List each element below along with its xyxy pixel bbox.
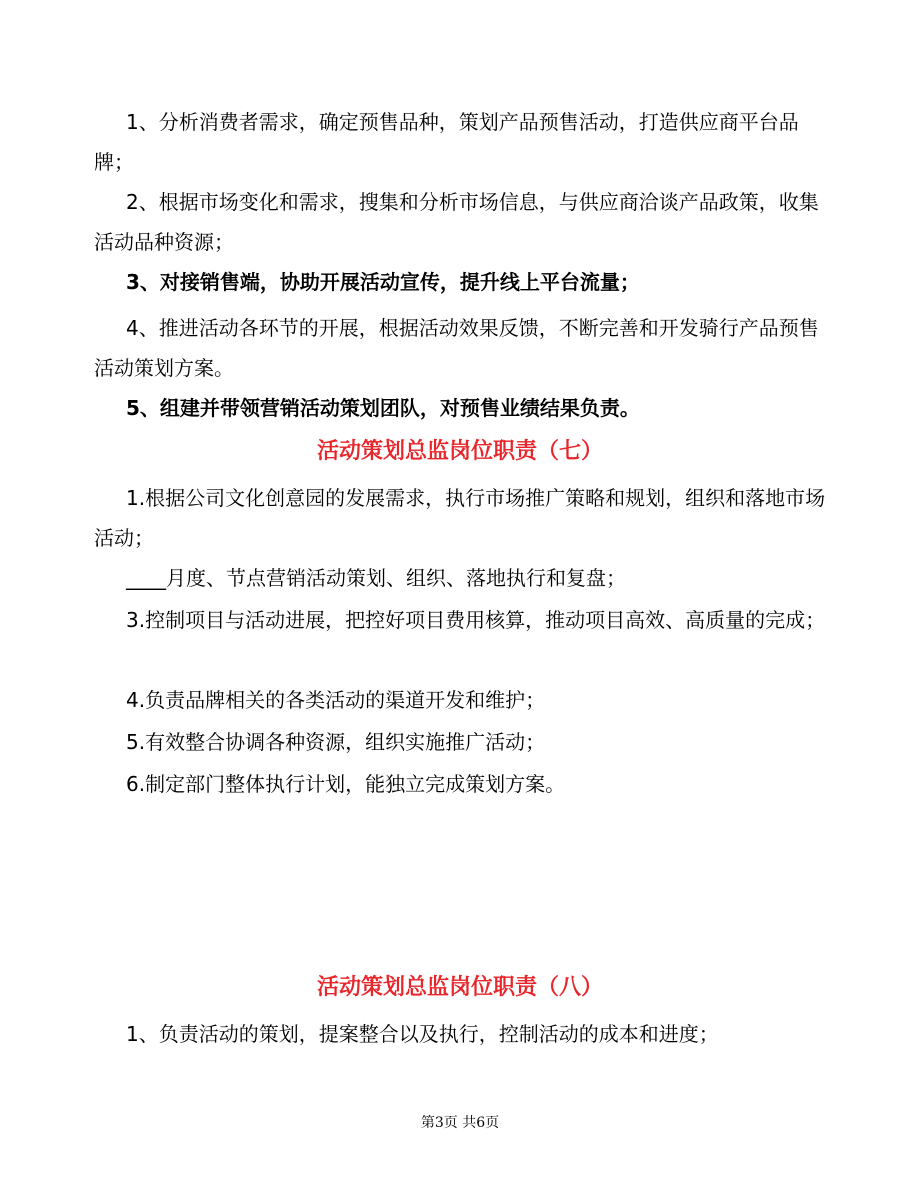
paragraph-7-5: 5.有效整合协调各种资源，组织实施推广活动； — [126, 730, 546, 754]
paragraph-4: 4、推进活动各环节的开展，根据活动效果反馈，不断完善和开发骑行产品预售活动策划方案。 — [94, 316, 819, 380]
paragraph-1: 1、分析消费者需求，确定预售品种，策划产品预售活动，打造供应商平台品牌； — [94, 110, 799, 174]
section-heading-7: 活动策划总监岗位职责（七） — [316, 439, 603, 464]
paragraph-8-1: 1、负责活动的策划，提案整合以及执行，控制活动的成本和进度； — [126, 1022, 719, 1046]
paragraph-7-2: ____月度、节点营销活动策划、组织、落地执行和复盘； — [126, 566, 626, 590]
paragraph-7-1: 1.根据公司文化创意园的发展需求，执行市场推广策略和规划，组织和落地市场活动； — [94, 486, 826, 550]
paragraph-7-3: 3.控制项目与活动进展，把控好项目费用核算，推动项目高效、高质量的完成； — [126, 608, 826, 632]
paragraph-7-6: 6.制定部门整体执行计划，能独立完成策划方案。 — [126, 772, 566, 796]
paragraph-5: 5、组建并带领营销活动策划团队，对预售业绩结果负责。 — [126, 396, 640, 420]
section-heading-8: 活动策划总监岗位职责（八） — [316, 975, 603, 1000]
paragraph-2: 2、根据市场变化和需求，搜集和分析市场信息，与供应商洽谈产品政策，收集活动品种资源； — [94, 190, 819, 254]
paragraph-7-4: 4.负责品牌相关的各类活动的渠道开发和维护； — [126, 688, 546, 712]
paragraph-3: 3、对接销售端，协助开展活动宣传，提升线上平台流量； — [126, 270, 640, 294]
page-number-footer: 第3页 共6页 — [420, 1115, 500, 1131]
